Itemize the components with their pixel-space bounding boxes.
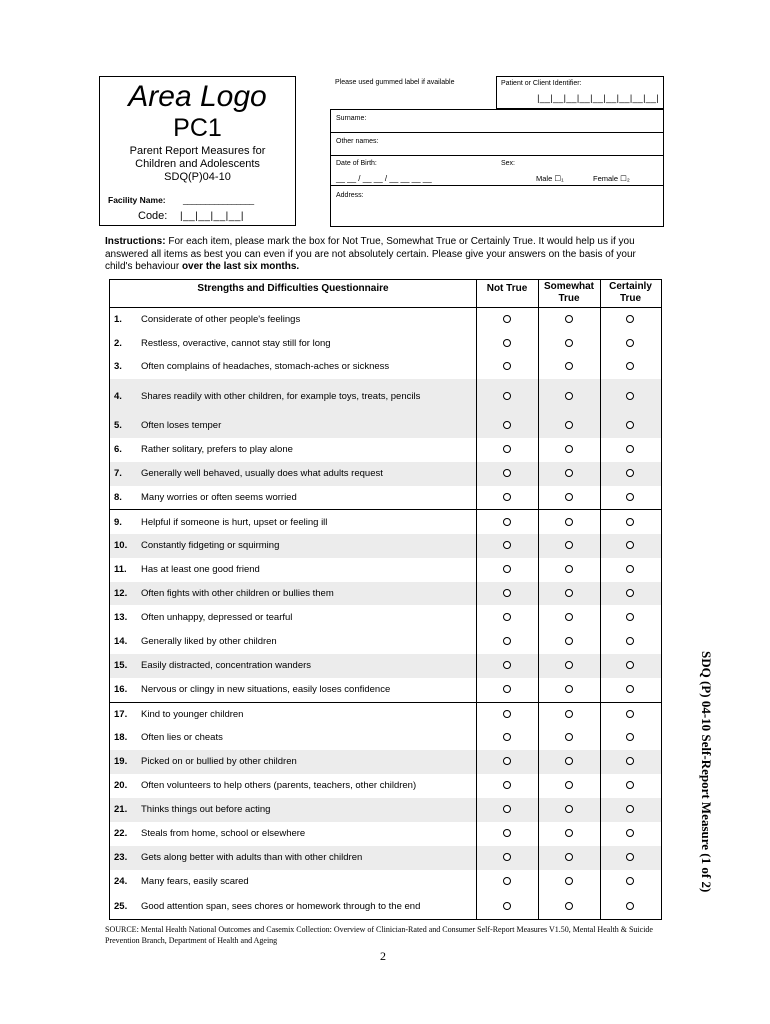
radio-not-true[interactable] (503, 392, 511, 400)
radio-certainly-true[interactable] (626, 445, 634, 453)
surname-label: Surname: (336, 115, 367, 122)
radio-somewhat-true[interactable] (565, 565, 573, 573)
radio-somewhat-true[interactable] (565, 805, 573, 813)
radio-somewhat-true[interactable] (565, 637, 573, 645)
radio-somewhat-true[interactable] (565, 902, 573, 910)
question-row (110, 605, 661, 630)
question-number: 3. (114, 361, 122, 372)
question-row (110, 438, 661, 462)
radio-certainly-true[interactable] (626, 877, 634, 885)
instructions-label: Instructions: (105, 236, 166, 247)
question-row (110, 534, 661, 558)
question-number: 7. (114, 468, 122, 479)
question-row (110, 308, 661, 332)
source-citation: SOURCE: Mental Health National Outcomes and Casemix Collection: Overview of Clinician-Rated and Consumer Self-Report Measures V1.50, Mental Health & Suicide Prevention Branch, Department of Health and Ageing (105, 925, 653, 945)
surname-row[interactable] (331, 110, 663, 133)
question-number: 22. (114, 828, 128, 839)
radio-somewhat-true[interactable] (565, 541, 573, 549)
radio-certainly-true[interactable] (626, 781, 634, 789)
column-header-somewhat-true: Somewhat True (538, 280, 600, 308)
question-number: 17. (114, 709, 128, 720)
question-number: 9. (114, 517, 122, 528)
question-row (110, 702, 661, 726)
question-number: 25. (114, 901, 128, 912)
radio-somewhat-true[interactable] (565, 710, 573, 718)
question-text: Restless, overactive, cannot stay still for long (141, 338, 331, 349)
question-row (110, 582, 661, 605)
question-number: 20. (114, 780, 128, 791)
question-text: Picked on or bullied by other children (141, 756, 297, 767)
radio-certainly-true[interactable] (626, 421, 634, 429)
subtitle-line-3: SDQ(P)04-10 (164, 171, 231, 183)
radio-certainly-true[interactable] (626, 710, 634, 718)
question-text: Constantly fidgeting or squirming (141, 540, 280, 551)
question-row (110, 462, 661, 486)
radio-certainly-true[interactable] (626, 805, 634, 813)
radio-not-true[interactable] (503, 565, 511, 573)
radio-certainly-true[interactable] (626, 853, 634, 861)
question-text: Generally well behaved, usually does what adults request (141, 468, 383, 479)
other-names-row[interactable] (331, 133, 663, 156)
question-text: Often lies or cheats (141, 732, 223, 743)
radio-not-true[interactable] (503, 445, 511, 453)
question-text: Often fights with other children or bullies them (141, 588, 334, 599)
question-row (110, 822, 661, 846)
table-header-title: Strengths and Difficulties Questionnaire (110, 280, 476, 308)
question-text: Nervous or clingy in new situations, easily loses confidence (141, 684, 391, 695)
radio-not-true[interactable] (503, 805, 511, 813)
address-row[interactable] (331, 186, 663, 226)
radio-somewhat-true[interactable] (565, 392, 573, 400)
radio-somewhat-true[interactable] (565, 362, 573, 370)
radio-certainly-true[interactable] (626, 613, 634, 621)
dob-label: Date of Birth: (336, 160, 377, 167)
radio-not-true[interactable] (503, 518, 511, 526)
question-number: 8. (114, 492, 122, 503)
radio-not-true[interactable] (503, 710, 511, 718)
radio-certainly-true[interactable] (626, 902, 634, 910)
radio-somewhat-true[interactable] (565, 613, 573, 621)
radio-not-true[interactable] (503, 541, 511, 549)
radio-somewhat-true[interactable] (565, 733, 573, 741)
question-text: Rather solitary, prefers to play alone (141, 444, 293, 455)
radio-not-true[interactable] (503, 685, 511, 693)
radio-certainly-true[interactable] (626, 757, 634, 765)
instructions-text: For each item, please mark the box for Not True, Somewhat True or Certainly True. It would help us if you answered all items as best you can even if you are not absolutely certain. Please give your answers on the basis of your child's behaviour (105, 236, 636, 272)
question-text: Steals from home, school or elsewhere (141, 828, 306, 839)
question-text: Kind to younger children (141, 709, 244, 720)
radio-certainly-true[interactable] (626, 589, 634, 597)
radio-not-true[interactable] (503, 421, 511, 429)
question-text: Gets along better with adults than with other children (141, 852, 363, 863)
sex-label: Sex: (501, 160, 516, 167)
radio-somewhat-true[interactable] (565, 661, 573, 669)
question-text: Has at least one good friend (141, 564, 260, 575)
radio-certainly-true[interactable] (626, 541, 634, 549)
question-number: 16. (114, 684, 128, 695)
question-number: 24. (114, 876, 128, 887)
area-logo-box (99, 76, 296, 226)
question-row (110, 798, 661, 822)
question-text: Often unhappy, depressed or tearful (141, 612, 293, 623)
personal-details-form (330, 109, 664, 227)
question-row (110, 379, 661, 414)
side-vertical-title: SDQ (P) 04-10 Self-Report Measure (1 of 2) (699, 651, 714, 893)
radio-certainly-true[interactable] (626, 392, 634, 400)
radio-certainly-true[interactable] (626, 661, 634, 669)
area-logo-title: Area Logo (128, 80, 267, 113)
subtitle-line-1: Parent Report Measures for (129, 145, 266, 157)
facility-code-field[interactable]: |__|__|__|__| (180, 211, 244, 222)
radio-not-true[interactable] (503, 902, 511, 910)
radio-not-true[interactable] (503, 362, 511, 370)
question-row (110, 332, 661, 355)
radio-somewhat-true[interactable] (565, 589, 573, 597)
dob-field[interactable]: __ __ / __ __ / __ __ __ __ (336, 174, 432, 183)
question-row (110, 846, 661, 870)
column-divider (476, 280, 477, 919)
sdq-table (109, 279, 662, 920)
radio-somewhat-true[interactable] (565, 445, 573, 453)
instructions (105, 236, 665, 274)
radio-not-true[interactable] (503, 315, 511, 323)
radio-certainly-true[interactable] (626, 315, 634, 323)
question-number: 18. (114, 732, 128, 743)
radio-not-true[interactable] (503, 757, 511, 765)
radio-not-true[interactable] (503, 469, 511, 477)
question-row (110, 630, 661, 654)
facility-name-field[interactable]: ________________ (183, 195, 254, 205)
radio-certainly-true[interactable] (626, 829, 634, 837)
facility-code-label: Code: (138, 210, 168, 222)
radio-somewhat-true[interactable] (565, 757, 573, 765)
question-row (110, 678, 661, 702)
question-text: Many fears, easily scared (141, 876, 249, 887)
radio-certainly-true[interactable] (626, 362, 634, 370)
radio-somewhat-true[interactable] (565, 339, 573, 347)
question-row (110, 654, 661, 678)
radio-certainly-true[interactable] (626, 493, 634, 501)
subtitle-line-2: Children and Adolescents (135, 158, 260, 170)
patient-identifier-label: Patient or Client Identifier: (501, 80, 582, 87)
question-text: Helpful if someone is hurt, upset or feeling ill (141, 517, 328, 528)
question-number: 2. (114, 338, 122, 349)
question-text: Often complains of headaches, stomach-aches or sickness (141, 361, 390, 372)
form-subtitle (100, 145, 295, 184)
other-names-label: Other names: (336, 138, 379, 145)
question-text: Often volunteers to help others (parents, teachers, other children) (141, 780, 417, 791)
question-text: Shares readily with other children, for example toys, treats, pencils (141, 391, 421, 402)
radio-certainly-true[interactable] (626, 733, 634, 741)
question-row (110, 414, 661, 438)
column-divider (538, 280, 539, 919)
radio-not-true[interactable] (503, 339, 511, 347)
radio-certainly-true[interactable] (626, 518, 634, 526)
question-row (110, 355, 661, 379)
question-number: 10. (114, 540, 128, 551)
radio-not-true[interactable] (503, 493, 511, 501)
radio-certainly-true[interactable] (626, 339, 634, 347)
question-row (110, 750, 661, 774)
question-row (110, 894, 661, 919)
radio-somewhat-true[interactable] (565, 781, 573, 789)
radio-certainly-true[interactable] (626, 469, 634, 477)
question-row (110, 726, 661, 750)
question-number: 5. (114, 420, 122, 431)
radio-somewhat-true[interactable] (565, 421, 573, 429)
question-text: Often loses temper (141, 420, 222, 431)
address-label: Address: (336, 192, 364, 199)
radio-not-true[interactable] (503, 781, 511, 789)
question-number: 12. (114, 588, 128, 599)
question-row (110, 870, 661, 894)
patient-identifier-field[interactable]: |__|__|__|__|__|__|__|__|__| (537, 93, 659, 103)
question-number: 1. (114, 314, 122, 325)
question-row (110, 558, 661, 582)
question-text: Thinks things out before acting (141, 804, 271, 815)
radio-somewhat-true[interactable] (565, 315, 573, 323)
question-text: Generally liked by other children (141, 636, 277, 647)
radio-certainly-true[interactable] (626, 565, 634, 573)
radio-somewhat-true[interactable] (565, 877, 573, 885)
question-number: 4. (114, 391, 122, 402)
column-header-not-true: Not True (476, 280, 538, 308)
radio-not-true[interactable] (503, 733, 511, 741)
question-number: 13. (114, 612, 128, 623)
question-text: Considerate of other people's feelings (141, 314, 301, 325)
question-number: 19. (114, 756, 128, 767)
question-number: 11. (114, 564, 127, 575)
radio-somewhat-true[interactable] (565, 685, 573, 693)
radio-not-true[interactable] (503, 829, 511, 837)
radio-somewhat-true[interactable] (565, 493, 573, 501)
facility-name-label: Facility Name: (108, 195, 166, 205)
instructions-emphasis: over the last six months. (181, 261, 300, 272)
gummed-label-note: Please used gummed label if available (335, 79, 455, 86)
question-text: Easily distracted, concentration wanders (141, 660, 312, 671)
page-number: 2 (380, 949, 386, 963)
male-checkbox[interactable]: Male ☐₁ (536, 174, 564, 183)
radio-not-true[interactable] (503, 877, 511, 885)
question-number: 21. (114, 804, 128, 815)
radio-not-true[interactable] (503, 661, 511, 669)
question-text: Many worries or often seems worried (141, 492, 297, 503)
radio-somewhat-true[interactable] (565, 518, 573, 526)
radio-not-true[interactable] (503, 613, 511, 621)
radio-somewhat-true[interactable] (565, 853, 573, 861)
radio-not-true[interactable] (503, 853, 511, 861)
radio-not-true[interactable] (503, 637, 511, 645)
radio-not-true[interactable] (503, 589, 511, 597)
radio-certainly-true[interactable] (626, 637, 634, 645)
dob-sex-row (331, 156, 663, 186)
question-row (110, 509, 661, 534)
column-header-certainly-true: Certainly True (600, 280, 661, 308)
question-number: 14. (114, 636, 128, 647)
question-number: 6. (114, 444, 122, 455)
question-number: 15. (114, 660, 128, 671)
question-number: 23. (114, 852, 128, 863)
radio-certainly-true[interactable] (626, 685, 634, 693)
question-row (110, 486, 661, 509)
column-divider (600, 280, 601, 919)
patient-identifier-box (496, 76, 664, 109)
question-text: Good attention span, sees chores or homework through to the end (141, 901, 421, 912)
radio-somewhat-true[interactable] (565, 829, 573, 837)
question-row (110, 774, 661, 798)
form-code: PC1 (173, 114, 222, 142)
radio-somewhat-true[interactable] (565, 469, 573, 477)
female-checkbox[interactable]: Female ☐₂ (593, 174, 630, 183)
